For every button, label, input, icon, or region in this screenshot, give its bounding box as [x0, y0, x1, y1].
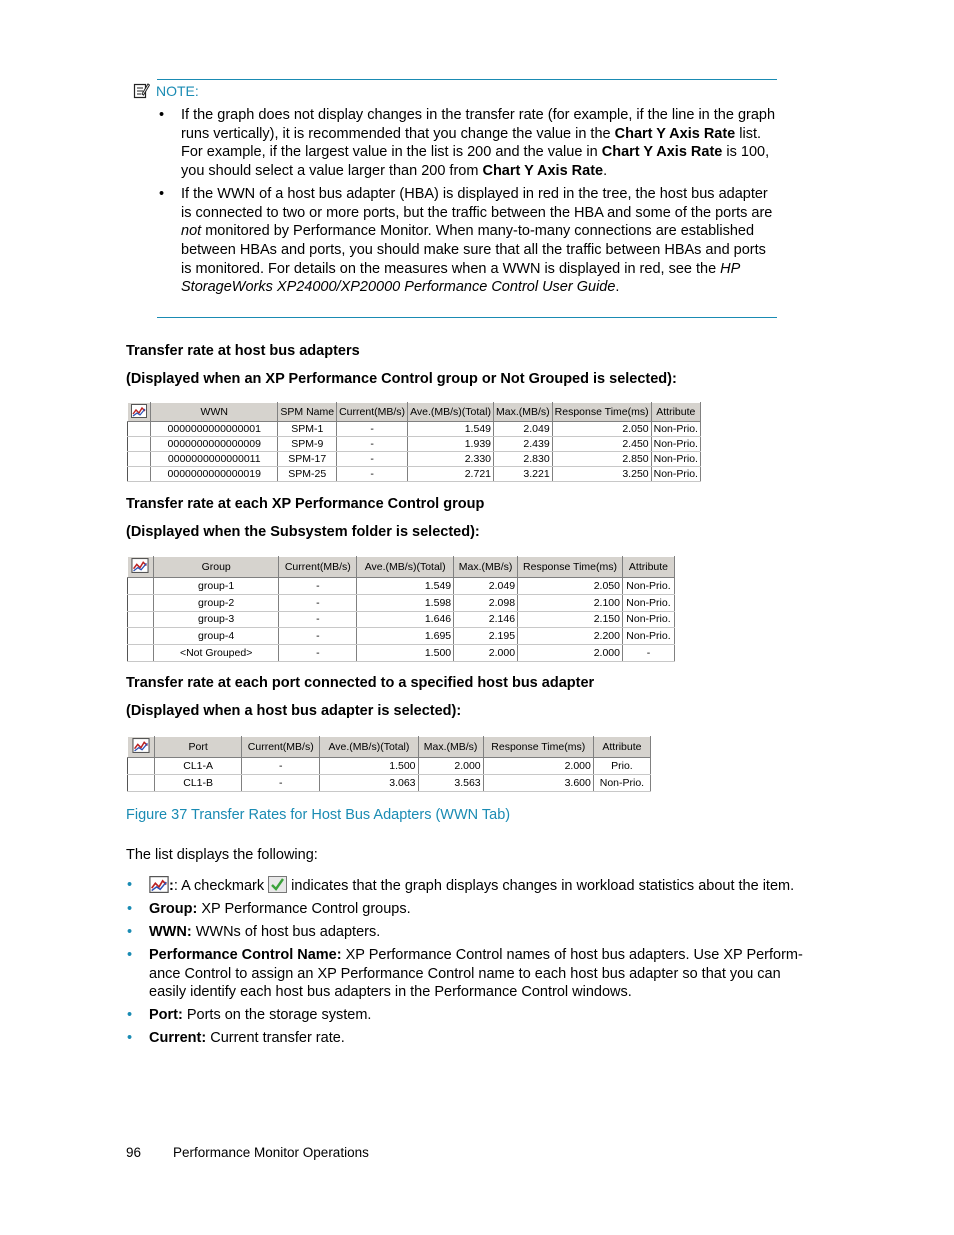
table-row[interactable]: [128, 437, 701, 452]
table-cell: 2.439: [494, 437, 553, 452]
table-cell: Non-Prio.: [622, 611, 674, 628]
table-cell: Non-Prio.: [622, 594, 674, 611]
note-icon: [133, 82, 150, 99]
table-cell: -: [337, 422, 408, 437]
section-title-hba: Transfer rate at host bus adapters: [126, 343, 360, 359]
note-list: [158, 106, 780, 301]
note-text: Chart Y Axis Rate: [601, 144, 723, 161]
row-graph-cell[interactable]: [128, 645, 154, 662]
column-header[interactable]: Ave.(MB/s)(Total): [320, 737, 418, 758]
table-row[interactable]: [128, 422, 701, 437]
table-cell: 2.830: [494, 452, 553, 467]
table-cell: 2.850: [552, 452, 651, 467]
note-item: [158, 106, 780, 181]
table-cell: 2.200: [518, 628, 623, 645]
graph-checkmark-icon: [149, 876, 169, 893]
column-header[interactable]: Current(MB/s): [242, 737, 320, 758]
table-cell: Non-Prio.: [622, 628, 674, 645]
table-cell: 1.549: [408, 422, 494, 437]
table-cell: 2.000: [483, 758, 593, 775]
table-cell: 2.050: [552, 422, 651, 437]
column-header[interactable]: Max.(MB/s): [454, 557, 518, 578]
section-title-group: Transfer rate at each XP Performance Control group: [126, 496, 485, 512]
table-cell: 1.646: [357, 611, 454, 628]
table-cell: 2.330: [408, 452, 494, 467]
note-text: not: [181, 223, 202, 240]
table-cell: 2.146: [454, 611, 518, 628]
list-desc: XP Performance Control groups.: [197, 901, 411, 917]
green-check-icon: [268, 876, 287, 893]
list-desc: Current transfer rate.: [206, 1030, 345, 1047]
row-graph-cell[interactable]: [128, 611, 154, 628]
graph-column-header[interactable]: [128, 403, 151, 422]
column-header[interactable]: Response Time(ms): [483, 737, 593, 758]
column-header[interactable]: Current(MB/s): [279, 557, 357, 578]
column-header[interactable]: Current(MB/s): [337, 403, 408, 422]
table-cell: -: [337, 437, 408, 452]
note-text: monitored by Performance Monitor. When many-to-many connections are established between HBAs and ports, you should make sure that all the traffic between HBAs and ports is monitored. For details on the measures when a WWN is displayed in red, see the: [181, 223, 766, 277]
table-cell: Non-Prio.: [651, 467, 700, 482]
graph-checkmark-icon: [131, 558, 149, 573]
column-header[interactable]: SPM Name: [278, 403, 337, 422]
row-graph-cell[interactable]: [128, 758, 155, 775]
column-header[interactable]: Response Time(ms): [518, 557, 623, 578]
list-term: WWN:: [149, 924, 192, 940]
table-row[interactable]: [128, 452, 701, 467]
note-text: If the graph does not display changes in the transfer rate (for example, if the line in the graph runs vertically), it is recommended that you change the value in the: [181, 107, 776, 142]
colon-bold: :: [169, 878, 174, 894]
intro-text: The list displays the following:: [126, 847, 318, 863]
table-cell: 2.450: [552, 437, 651, 452]
table-cell: Prio.: [593, 758, 650, 775]
table-cell: 1.939: [408, 437, 494, 452]
table-cell: 2.100: [518, 594, 623, 611]
footer-title: Performance Monitor Operations: [173, 1145, 369, 1160]
section-sub-port: (Displayed when a host bus adapter is selected):: [126, 703, 462, 719]
table-cell: -: [337, 452, 408, 467]
checkmark-desc-pre: : A checkmark: [173, 878, 269, 894]
table-cell: CL1-B: [155, 775, 242, 792]
note-text: .: [615, 279, 620, 296]
table-cell: 3.250: [552, 467, 651, 482]
row-graph-cell[interactable]: [128, 467, 151, 482]
table-cell: 1.549: [357, 578, 454, 595]
column-header[interactable]: WWN: [151, 403, 278, 422]
table-cell: -: [279, 628, 357, 645]
group-table: [127, 556, 675, 662]
list-item: [126, 900, 806, 919]
table-cell: 0000000000000019: [151, 467, 278, 482]
graph-checkmark-icon: [132, 738, 150, 753]
table-cell: 1.500: [320, 758, 418, 775]
table-cell: 2.000: [518, 645, 623, 662]
table-cell: CL1-A: [155, 758, 242, 775]
list-item-graph-icon: [126, 876, 806, 896]
table-cell: 2.150: [518, 611, 623, 628]
figure-caption: Figure 37 Transfer Rates for Host Bus Adapters (WWN Tab): [126, 807, 511, 823]
table-cell: 2.049: [494, 422, 553, 437]
note-text: Chart Y Axis Rate: [614, 125, 736, 142]
list-term: Current:: [149, 1030, 207, 1047]
table-row[interactable]: [128, 775, 651, 792]
list-item: [126, 946, 806, 1002]
port-table: [127, 736, 651, 792]
column-header[interactable]: Port: [155, 737, 242, 758]
note-bottom-rule: [157, 317, 777, 318]
list-term: Performance Control Name:: [149, 947, 342, 963]
table-cell: Non-Prio.: [651, 437, 700, 452]
table-cell: -: [337, 467, 408, 482]
table-row[interactable]: [128, 645, 675, 662]
row-graph-cell[interactable]: [128, 422, 151, 437]
list-desc: XP Performance Control names of host bus adapters. Use XP Perform- ance Control to assign an XP Performance Control name to each host bus adapter so that you can easily identify each host bus adapters in the Performance Control windows.: [149, 947, 803, 1001]
table-cell: 1.598: [357, 594, 454, 611]
table-row[interactable]: [128, 611, 675, 628]
table-cell: 2.000: [418, 758, 483, 775]
table-cell: 2.000: [454, 645, 518, 662]
note-header: [133, 82, 199, 99]
table-cell: 3.063: [320, 775, 418, 792]
table-cell: -: [279, 578, 357, 595]
section-sub-hba: (Displayed when an XP Performance Control group or Not Grouped is selected):: [126, 371, 677, 387]
table-cell: Non-Prio.: [622, 578, 674, 595]
table-cell: 1.695: [357, 628, 454, 645]
column-header[interactable]: Attribute: [622, 557, 674, 578]
table-cell: <Not Grouped>: [153, 645, 278, 662]
list-item: [126, 1006, 806, 1025]
note-label: NOTE:: [156, 82, 199, 99]
checkmark-desc-post: indicates that the graph displays changes in workload statistics about the item.: [287, 878, 795, 894]
graph-checkmark-icon: [131, 404, 147, 418]
table-cell: 2.049: [454, 578, 518, 595]
column-header[interactable]: Ave.(MB/s)(Total): [357, 557, 454, 578]
graph-column-header[interactable]: [128, 737, 155, 758]
table-cell: -: [279, 645, 357, 662]
row-graph-cell[interactable]: [128, 594, 154, 611]
section-title-port: Transfer rate at each port connected to a specified host bus adapter: [126, 675, 595, 691]
note-text: list. For example, if the largest value in the list is 200 and the value in: [181, 125, 762, 161]
table-cell: Non-Prio.: [593, 775, 650, 792]
column-header[interactable]: Max.(MB/s): [418, 737, 483, 758]
note-text: .: [603, 163, 608, 180]
list-term: Port:: [149, 1007, 183, 1024]
table-row[interactable]: [128, 758, 651, 775]
table-cell: 1.500: [357, 645, 454, 662]
table-cell: 3.563: [418, 775, 483, 792]
wwn-table: [127, 402, 701, 482]
table-cell: SPM-25: [278, 467, 337, 482]
column-header[interactable]: Ave.(MB/s)(Total): [408, 403, 494, 422]
table-cell: 2.050: [518, 578, 623, 595]
table-cell: SPM-9: [278, 437, 337, 452]
row-graph-cell[interactable]: [128, 452, 151, 467]
graph-column-header[interactable]: [128, 557, 154, 578]
table-row[interactable]: [128, 628, 675, 645]
section-sub-group: (Displayed when the Subsystem folder is selected):: [126, 524, 480, 540]
table-cell: 0000000000000001: [151, 422, 278, 437]
table-cell: -: [279, 594, 357, 611]
note-text: HP StorageWorks XP24000/XP20000 Performance Control User Guide: [181, 260, 740, 296]
table-cell: 0000000000000011: [151, 452, 278, 467]
note-text: Chart Y Axis Rate: [482, 163, 604, 180]
note-text: is 100, you should select a value larger than 200 from: [181, 144, 770, 180]
table-cell: 2.195: [454, 628, 518, 645]
table-cell: group-1: [153, 578, 278, 595]
table-cell: group-4: [153, 628, 278, 645]
column-header[interactable]: Max.(MB/s): [494, 403, 553, 422]
table-cell: Non-Prio.: [651, 452, 700, 467]
table-cell: SPM-1: [278, 422, 337, 437]
column-header[interactable]: Group: [153, 557, 278, 578]
column-header[interactable]: Attribute: [651, 403, 700, 422]
note-item: [158, 185, 780, 297]
column-header[interactable]: Attribute: [593, 737, 650, 758]
table-cell: 2.098: [454, 594, 518, 611]
table-cell: 3.221: [494, 467, 553, 482]
table-cell: group-2: [153, 594, 278, 611]
table-row[interactable]: [128, 594, 675, 611]
note-top-rule: [157, 79, 777, 80]
list-item: [126, 923, 806, 942]
list-desc: Ports on the storage system.: [182, 1007, 372, 1024]
list-desc: WWNs of host bus adapters.: [191, 924, 381, 940]
row-graph-cell[interactable]: [128, 578, 154, 595]
note-text: If the WWN of a host bus adapter (HBA) is displayed in red in the tree, the host bus adapter is connected to two or more ports, but the traffic between the HBA and some of the ports are: [181, 185, 773, 221]
table-cell: 0000000000000009: [151, 437, 278, 452]
row-graph-cell[interactable]: [128, 628, 154, 645]
table-cell: 3.600: [483, 775, 593, 792]
column-header[interactable]: Response Time(ms): [552, 403, 651, 422]
definition-list: [126, 876, 806, 1052]
page-number: 96: [126, 1145, 142, 1160]
table-cell: -: [242, 758, 320, 775]
table-cell: -: [242, 775, 320, 792]
table-cell: SPM-17: [278, 452, 337, 467]
table-row[interactable]: [128, 467, 701, 482]
list-item: [126, 1029, 806, 1048]
table-row[interactable]: [128, 578, 675, 595]
table-cell: -: [279, 611, 357, 628]
table-cell: -: [622, 645, 674, 662]
list-term: Group:: [149, 901, 198, 917]
table-cell: Non-Prio.: [651, 422, 700, 437]
row-graph-cell[interactable]: [128, 775, 155, 792]
table-cell: group-3: [153, 611, 278, 628]
table-cell: 2.721: [408, 467, 494, 482]
row-graph-cell[interactable]: [128, 437, 151, 452]
